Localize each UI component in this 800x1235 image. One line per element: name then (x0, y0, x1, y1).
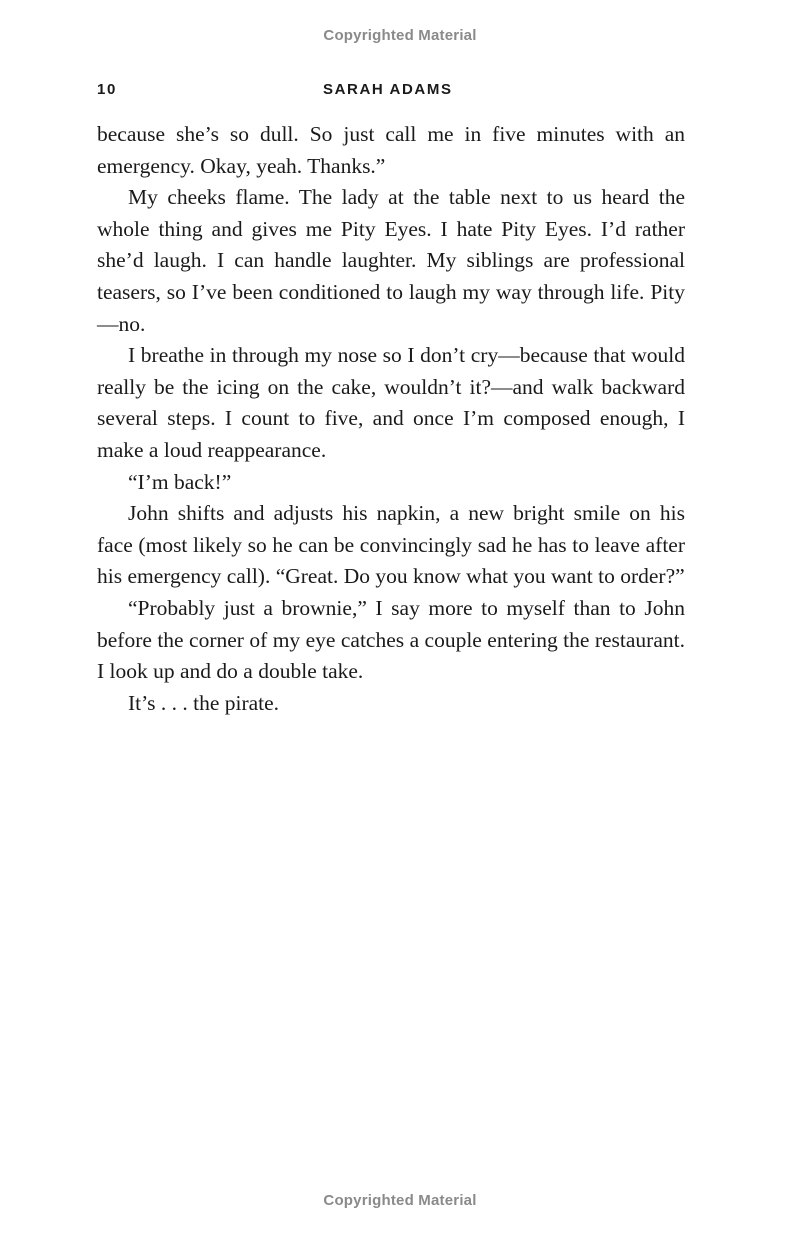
paragraph: “I’m back!” (128, 469, 232, 494)
author-name: SARAH ADAMS (323, 81, 453, 98)
paragraph: I breathe in through my nose so I don’t cry—because that would really be the icing on the cake, wouldn’t it?—and walk backward several steps. I count to five, and once I’m composed enough, I make a loud reappearance. (97, 343, 685, 462)
body-text (97, 119, 685, 719)
paragraph: My cheeks flame. The lady at the table next to us heard the whole thing and gives me Pity Eyes. I hate Pity Eyes. I’d rather she’d laugh. I can handle laughter. My siblings are professional teasers, so I’ve been conditioned to laugh my way through life. Pity—no. (97, 185, 685, 336)
paragraph: John shifts and adjusts his napkin, a new bright smile on his face (most likely so he can be convincingly sad he has to leave after his emergency call). “Great. Do you know what you want to order?” (97, 501, 685, 589)
paragraph: “Probably just a brownie,” I say more to myself than to John before the corner of my eye catches a couple entering the restaurant. I look up and do a double take. (97, 595, 685, 684)
running-header (97, 81, 687, 101)
copyright-watermark-bottom: Copyrighted Material (323, 1192, 477, 1209)
page-number: 10 (97, 81, 117, 98)
paragraph: It’s . . . the pirate. (128, 690, 280, 715)
paragraph: because she’s so dull. So just call me in five minutes with an emergency. Okay, yeah. Thanks.” (97, 122, 685, 178)
copyright-watermark-top: Copyrighted Material (323, 27, 477, 44)
